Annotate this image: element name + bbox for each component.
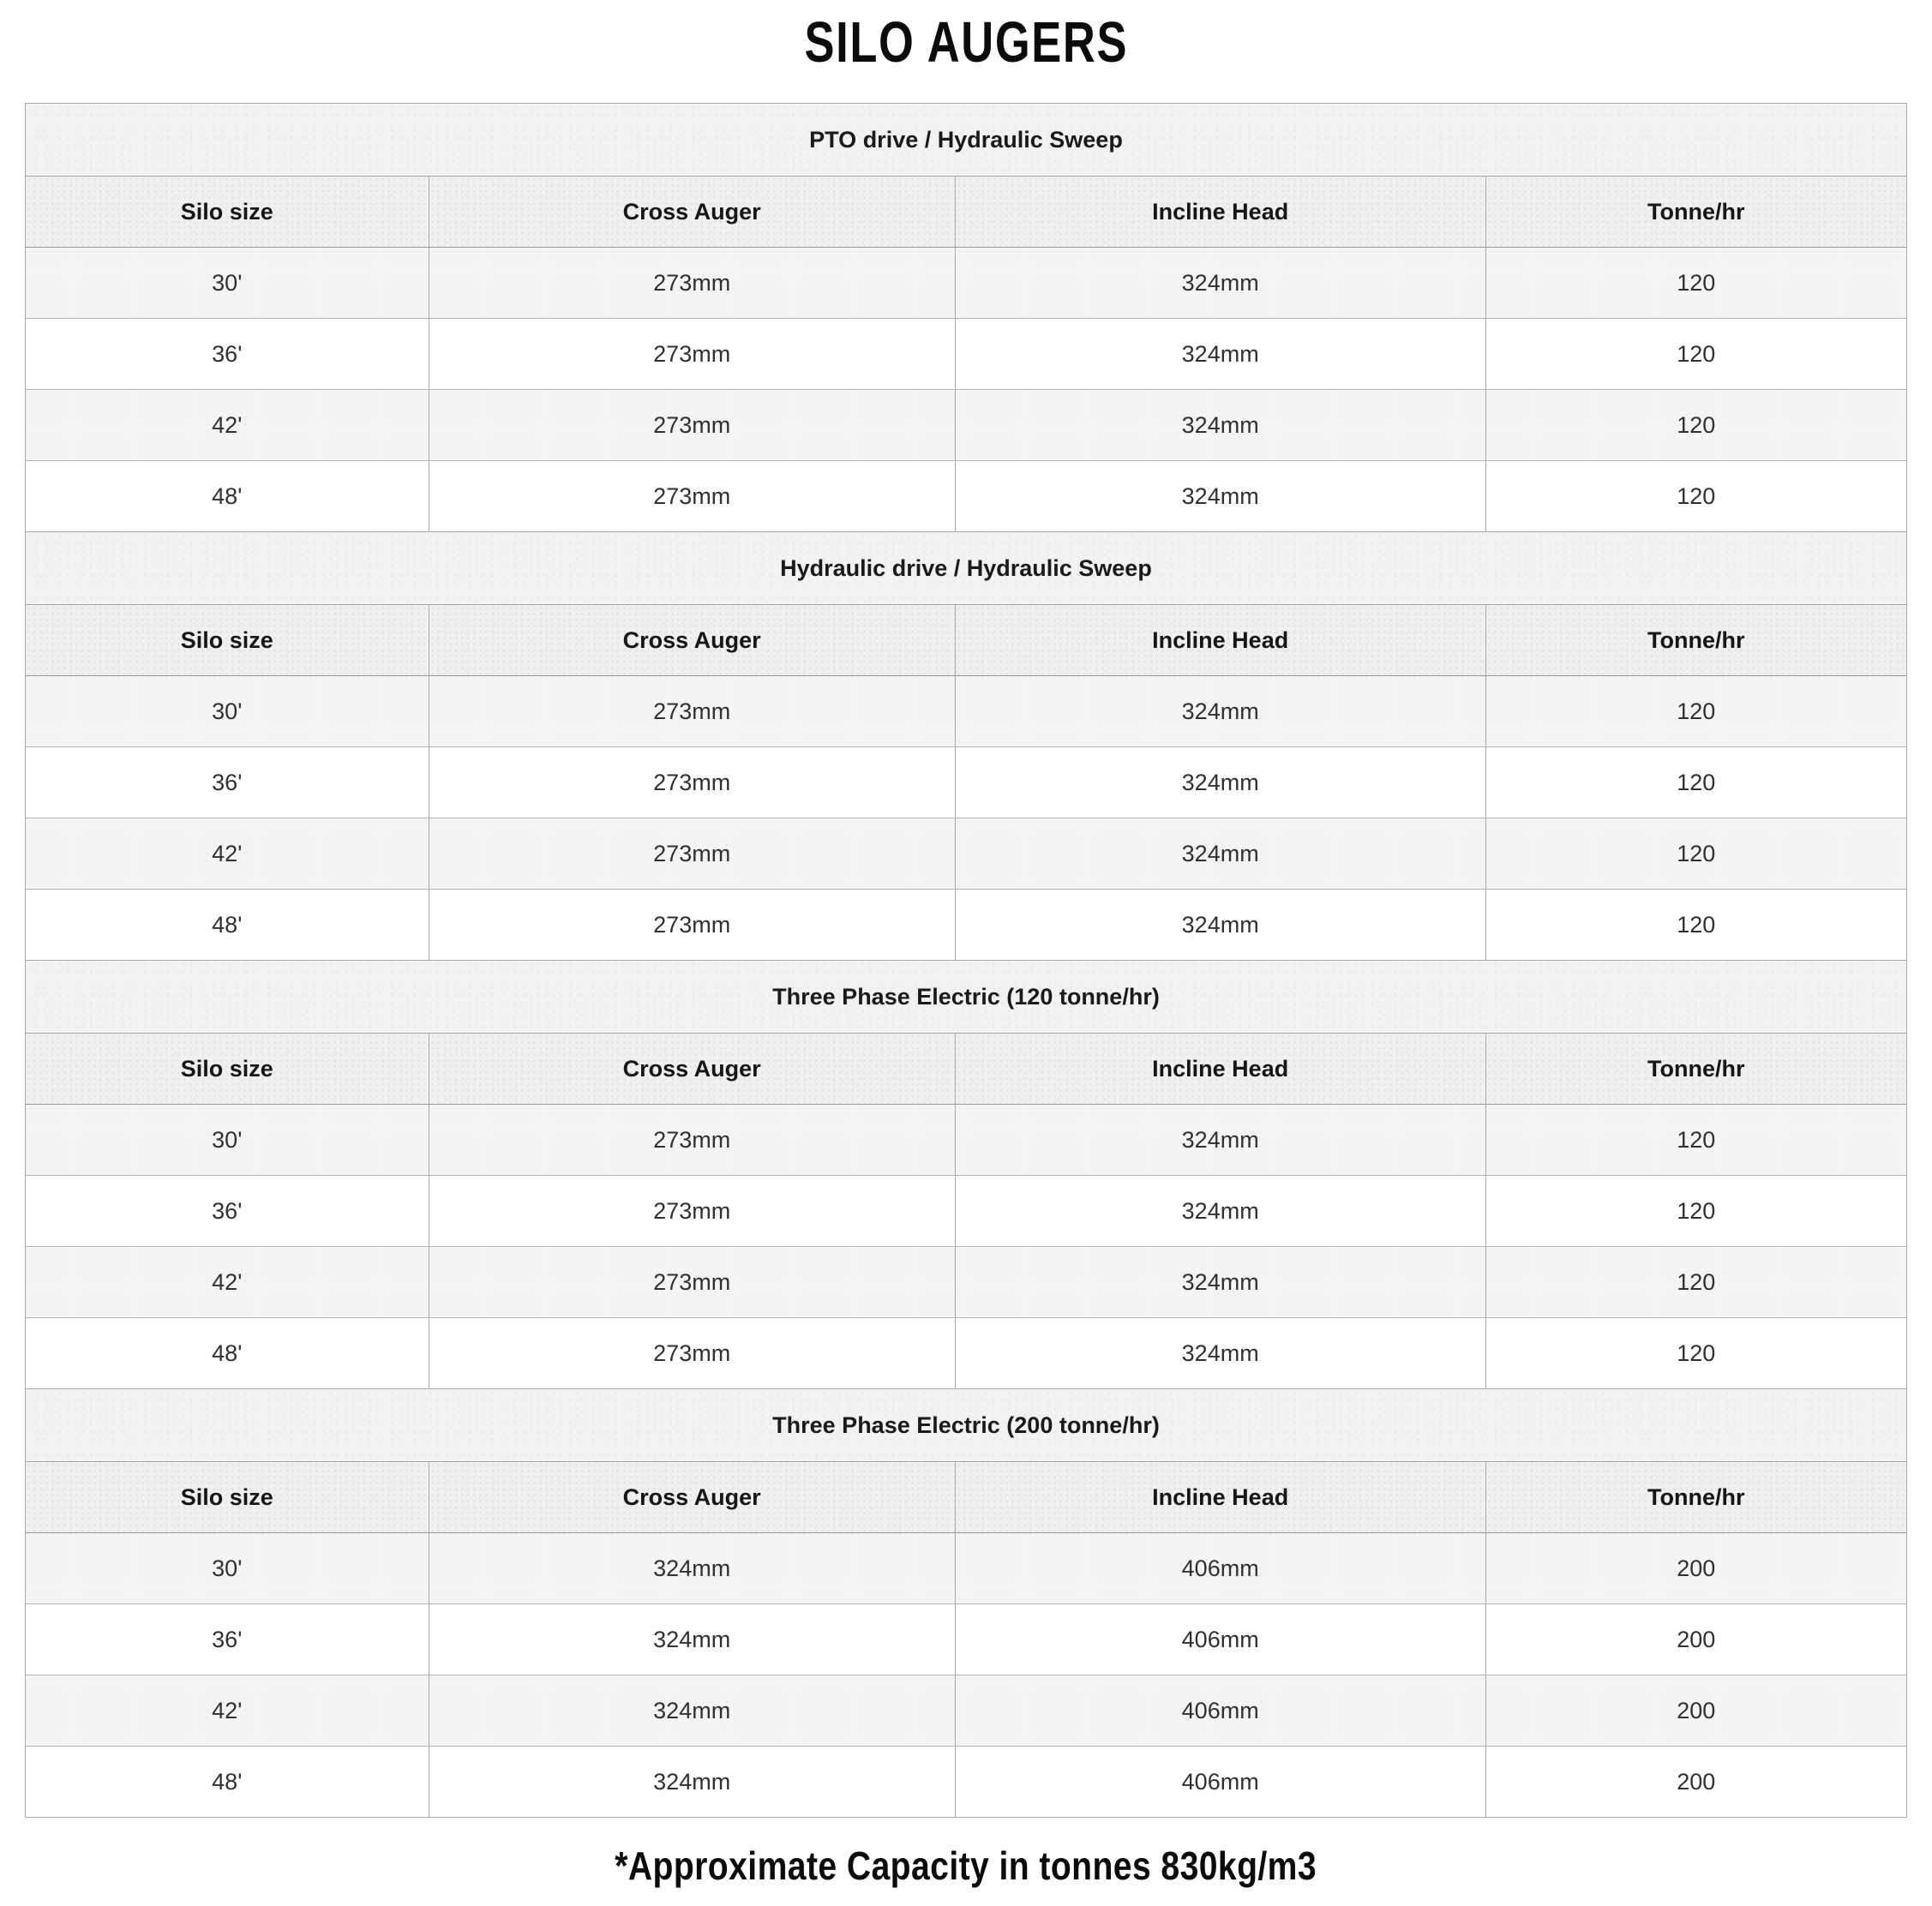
section-title: Three Phase Electric (200 tonne/hr) [26,1389,1906,1461]
table-cell: 120 [1485,390,1906,460]
column-header-row [26,1461,1906,1532]
table-row [26,318,1906,389]
table-cell: 324mm [955,1105,1485,1175]
table-section-three-phase-electric-200-tonne-hr [26,1388,1906,1817]
table-cell: 120 [1485,319,1906,389]
table-cell: 200 [1485,1604,1906,1675]
table-cell: 324mm [955,1247,1485,1317]
table-cell: 36' [212,769,243,795]
table-cell: 120 [1485,747,1906,818]
column-header-silo-size: Silo size [26,1462,429,1532]
table-cell: 42' [26,390,429,460]
section-title: Three Phase Electric (120 tonne/hr) [26,961,1906,1033]
table-section-pto-drive-hydraulic-sweep [26,104,1906,531]
table-cell: 273mm [429,818,955,889]
table-cell: 200 [1485,1675,1906,1746]
table-cell: 48' [212,482,243,509]
table-cell: 273mm [429,1318,955,1388]
column-header-silo-size: Silo size [26,1034,429,1104]
column-header-tonne-hr: Tonne/hr [1485,1034,1906,1104]
table-cell: 30' [26,1533,429,1603]
table-row [26,247,1906,318]
table-cell: 120 [1485,248,1906,318]
table-cell: 273mm [429,319,955,389]
table-cell: 120 [1485,818,1906,889]
table-cell: 42' [26,818,429,889]
table-row [26,389,1906,460]
table-cell: 120 [1485,1105,1906,1175]
table-row [26,1317,1906,1388]
table-cell: 324mm [429,1533,955,1603]
table-row [26,818,1906,889]
table-cell: 324mm [955,248,1485,318]
column-header-cross-auger: Cross Auger [429,605,955,675]
column-header-incline-head: Incline Head [955,177,1485,247]
table-cell: 120 [1485,1247,1906,1317]
table-cell: 200 [1485,1533,1906,1603]
column-header-tonne-hr: Tonne/hr [1485,605,1906,675]
column-header-silo-size: Silo size [26,177,429,247]
table-row [26,675,1906,746]
footer-note-text: *Approximate Capacity in tonnes 830kg/m3 [615,1843,1317,1889]
column-header-tonne-hr: Tonne/hr [1485,1462,1906,1532]
table-cell: 120 [1485,1176,1906,1246]
page-title-text: SILO AUGERS [804,9,1128,75]
table-cell: 36' [212,1197,243,1224]
table-cell: 120 [1485,890,1906,960]
table-cell: 36' [212,340,243,367]
column-header-incline-head: Incline Head [955,1462,1485,1532]
table-cell: 30' [26,1105,429,1175]
table-row [26,1746,1906,1817]
table-row [26,1675,1906,1746]
table-row [26,1104,1906,1175]
table-cell: 324mm [955,319,1485,389]
table-cell: 324mm [429,1675,955,1746]
table-cell: 273mm [429,1247,955,1317]
column-header-row [26,1033,1906,1104]
table-row [26,889,1906,960]
table-cell: 120 [1485,1318,1906,1388]
silo-augers-table [25,103,1907,1818]
table-cell: 273mm [429,248,955,318]
table-cell: 273mm [429,890,955,960]
table-cell: 48' [212,911,243,938]
column-header-silo-size: Silo size [26,605,429,675]
table-cell: 30' [26,676,429,746]
table-cell: 200 [1485,1747,1906,1817]
table-cell: 273mm [429,390,955,460]
table-row [26,460,1906,531]
table-cell: 406mm [955,1675,1485,1746]
table-cell: 273mm [429,1176,955,1246]
column-header-incline-head: Incline Head [955,1034,1485,1104]
table-cell: 324mm [955,676,1485,746]
table-cell: 48' [212,1768,243,1795]
table-cell: 324mm [429,1747,955,1817]
table-row [26,1175,1906,1246]
table-cell: 324mm [955,890,1485,960]
table-cell: 324mm [955,461,1485,531]
table-cell: 273mm [429,1105,955,1175]
table-cell: 42' [26,1247,429,1317]
column-header-cross-auger: Cross Auger [429,177,955,247]
table-cell: 273mm [429,461,955,531]
table-cell: 406mm [955,1747,1485,1817]
table-cell: 324mm [429,1604,955,1675]
table-cell: 324mm [955,818,1485,889]
table-cell: 324mm [955,1176,1485,1246]
table-cell: 120 [1485,676,1906,746]
table-cell: 324mm [955,747,1485,818]
section-title: PTO drive / Hydraulic Sweep [26,104,1906,176]
table-cell: 406mm [955,1533,1485,1603]
table-cell: 406mm [955,1604,1485,1675]
table-row [26,746,1906,818]
table-row [26,1603,1906,1675]
table-section-three-phase-electric-120-tonne-hr [26,960,1906,1388]
table-cell: 48' [212,1340,243,1366]
column-header-row [26,176,1906,247]
footer-note [0,1843,1932,1889]
table-cell: 324mm [955,390,1485,460]
page-title [0,9,1932,75]
table-cell: 324mm [955,1318,1485,1388]
table-cell: 120 [1485,461,1906,531]
table-cell: 273mm [429,747,955,818]
column-header-cross-auger: Cross Auger [429,1034,955,1104]
table-cell: 273mm [429,676,955,746]
section-title: Hydraulic drive / Hydraulic Sweep [26,532,1906,604]
column-header-row [26,604,1906,675]
column-header-cross-auger: Cross Auger [429,1462,955,1532]
table-section-hydraulic-drive-hydraulic-sweep [26,531,1906,960]
table-cell: 42' [26,1675,429,1746]
column-header-tonne-hr: Tonne/hr [1485,177,1906,247]
table-cell: 30' [26,248,429,318]
column-header-incline-head: Incline Head [955,605,1485,675]
table-row [26,1246,1906,1317]
table-cell: 36' [212,1626,243,1652]
table-row [26,1532,1906,1603]
